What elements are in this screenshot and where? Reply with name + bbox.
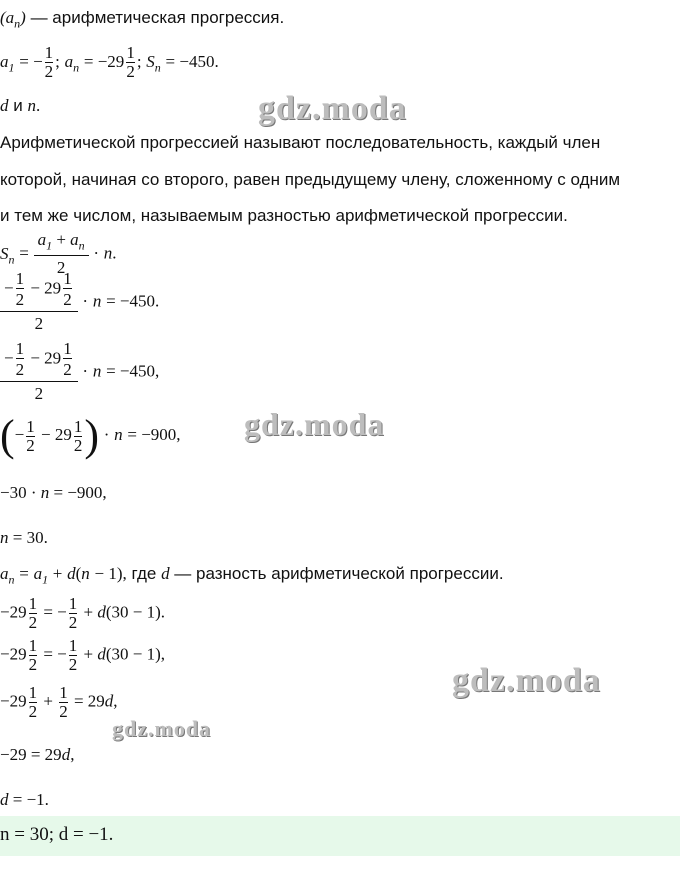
- definition-line-1: Арифметической прогрессией называют последовательность, каждый член: [0, 133, 601, 152]
- d-equation-4: −29 = 29d,: [0, 745, 75, 764]
- substitution-1: − $\frac{1}{2}$ − 29 $\frac{1}{2}$ 2 · n = −450.: [0, 270, 159, 334]
- formula-description: — разность арифметической прогрессии.: [174, 564, 504, 583]
- find-line: d и n.: [0, 96, 41, 115]
- sequence-intro: $(a_n)$ — арифметическая прогрессия.: [0, 8, 285, 31]
- where-word: где: [131, 564, 157, 583]
- multiplied-equation: (− $\frac{1}{2}$ − 29 $\frac{1}{2}$ ) · n = −900,: [0, 411, 181, 460]
- watermark: gdz.moda: [244, 406, 385, 442]
- watermark: gdz.moda: [452, 662, 601, 699]
- substitution-2: − $\frac{1}{2}$ − 29 $\frac{1}{2}$ 2 · n = −450,: [0, 340, 159, 404]
- definition-line-2: которой, начиная со второго, равен предыдущему члену, сложенному с одним: [0, 170, 621, 189]
- watermark: gdz.moda: [258, 90, 407, 127]
- definition-line-3: и тем же числом, называемым разностью арифметической прогрессии.: [0, 206, 568, 225]
- n-result: n = 30.: [0, 528, 48, 547]
- and-word: и: [13, 96, 23, 115]
- watermark: gdz.moda: [112, 716, 212, 741]
- d-equation-1: −29 $\frac{1}{2}$ = − $\frac{1}{2}$ + d(30 − 1).: [0, 594, 166, 632]
- sum-formula: $S_n$ = $\frac{a_1 + a_n}{2}$ · n.: [0, 230, 117, 278]
- intro-text: — арифметическая прогрессия.: [30, 8, 285, 27]
- answer-text: n = 30; d = −1.: [0, 824, 114, 845]
- answer-box: [0, 816, 680, 856]
- d-equation-2: −29 $\frac{1}{2}$ = − $\frac{1}{2}$ + d(30 − 1),: [0, 636, 166, 674]
- d-equation-3: −29 $\frac{1}{2}$ + $\frac{1}{2}$ = 29d,: [0, 683, 118, 721]
- simplified-equation: −30 · n = −900,: [0, 483, 107, 502]
- given-values: $a_1$ = − $\frac{1}{2}$ ; $a_n = -29$ $\frac{1}{2}$ ; $S_n = -450$.: [0, 43, 219, 81]
- d-result: d = −1.: [0, 790, 49, 809]
- nth-term-formula: $a_n = a_1 + d(n - 1)$, где d — разность арифметической прогрессии.: [0, 564, 504, 587]
